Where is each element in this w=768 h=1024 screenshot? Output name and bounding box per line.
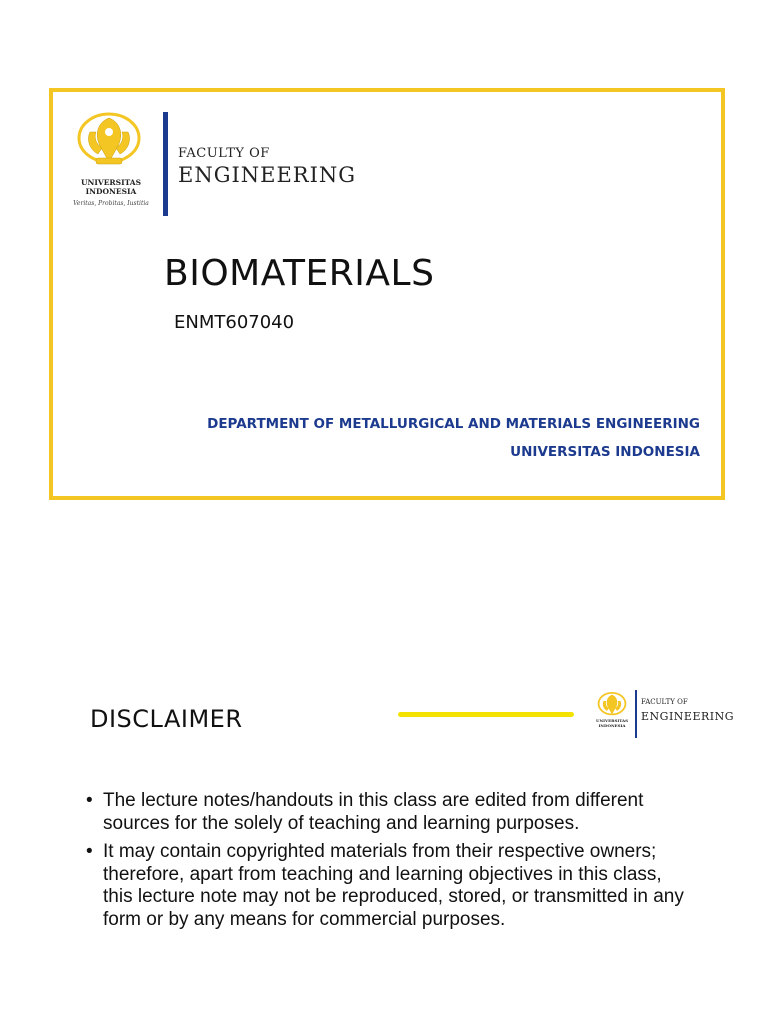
university-name-small: UNIVERSITAS INDONESIA	[595, 718, 628, 728]
university-name: UNIVERSITAS INDONESIA	[80, 178, 141, 196]
makara-seal-icon	[76, 112, 142, 170]
title-slide	[49, 88, 725, 500]
logo-divider	[163, 112, 168, 216]
slide-title: BIOMATERIALS	[164, 253, 435, 294]
university-motto: Veritas, Probitas, Iustitia	[73, 200, 149, 207]
list-item	[86, 790, 686, 835]
engineering-label: ENGINEERING	[178, 163, 357, 187]
course-code: ENMT607040	[174, 312, 295, 333]
faculty-of-label-small: FACULTY OF	[641, 698, 688, 706]
university-name-footer: UNIVERSITAS INDONESIA	[510, 444, 700, 460]
disclaimer-title: DISCLAIMER	[90, 705, 243, 733]
logo-divider-small	[635, 690, 637, 738]
makara-seal-icon	[597, 692, 627, 718]
disclaimer-list	[86, 790, 686, 937]
bullet-icon: •	[86, 841, 93, 862]
accent-line	[398, 712, 574, 717]
department-name: DEPARTMENT OF METALLURGICAL AND MATERIALS ENGINEERING	[207, 416, 700, 432]
bullet-icon: •	[86, 790, 93, 811]
faculty-of-label: FACULTY OF	[178, 146, 270, 161]
bullet-text: The lecture notes/handouts in this class are edited from different sources for the solely of teaching and learning purposes.	[103, 790, 644, 834]
list-item	[86, 841, 686, 931]
engineering-label-small: ENGINEERING	[641, 710, 735, 723]
bullet-text: It may contain copyrighted materials from their respective owners; therefore, apart from teaching and learning objectives in this class, this lecture note may not be reproduced, stored, or transmitted in any form or by any means for commercial purposes.	[103, 841, 684, 930]
